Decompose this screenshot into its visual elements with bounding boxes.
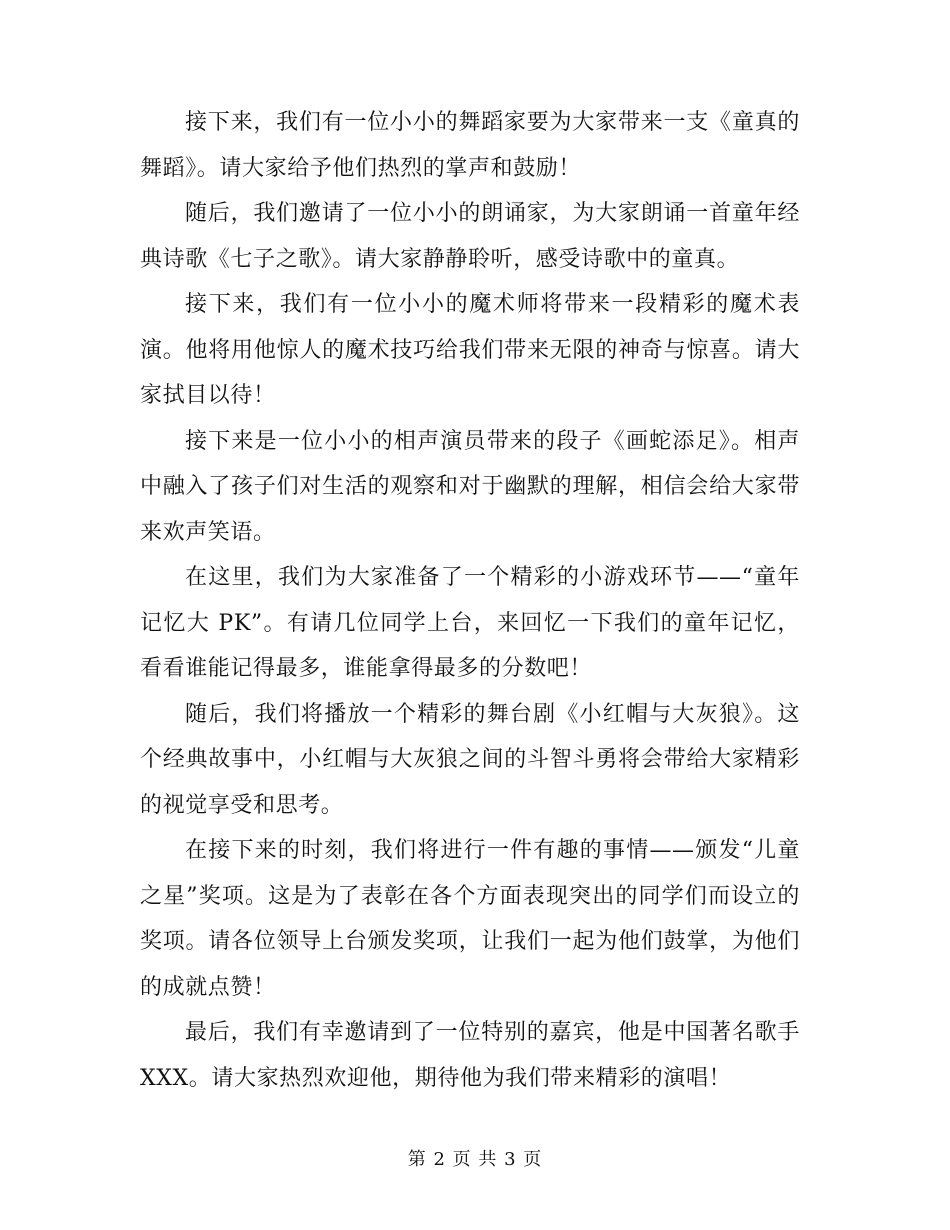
paragraph: 随后，我们邀请了一位小小的朗诵家，为大家朗诵一首童年经典诗歌《七子之歌》。请大家静静聆听，感受诗歌中的童真。 bbox=[140, 201, 800, 272]
paragraph: 接下来，我们有一位小小的魔术师将带来一段精彩的魔术表演。他将用他惊人的魔术技巧给我们带来无限的神奇与惊喜。请大家拭目以待！ bbox=[140, 292, 800, 408]
paragraph: 接下来是一位小小的相声演员带来的段子《画蛇添足》。相声中融入了孩子们对生活的观察和对于幽默的理解，相信会给大家带来欢声笑语。 bbox=[140, 428, 800, 545]
paragraph: 在这里，我们为大家准备了一个精彩的小游戏环节——“童年记忆大 PK”。有请几位同学上台，来回忆一下我们的童年记忆，看看谁能记得最多，谁能拿得最多的分数吧！ bbox=[140, 565, 800, 681]
document-body bbox=[140, 100, 800, 1101]
paragraph: 在接下来的时刻，我们将进行一件有趣的事情——颁发“儿童之星”奖项。这是为了表彰在各个方面表现突出的同学们而设立的奖项。请各位领导上台颁发奖项，让我们一起为他们鼓掌，为他们的成就点赞！ bbox=[140, 838, 800, 1000]
paragraph: 随后，我们将播放一个精彩的舞台剧《小红帽与大灰狼》。这个经典故事中，小红帽与大灰狼之间的斗智斗勇将会带给大家精彩的视觉享受和思考。 bbox=[140, 701, 800, 818]
paragraph: 最后，我们有幸邀请到了一位特别的嘉宾，他是中国著名歌手 XXX。请大家热烈欢迎他，期待他为我们带来精彩的演唱！ bbox=[140, 1020, 800, 1091]
page-number-footer: 第 2 页 共 3 页 bbox=[407, 1149, 543, 1170]
paragraph: 接下来，我们有一位小小的舞蹈家要为大家带来一支《童真的舞蹈》。请大家给予他们热烈的掌声和鼓励！ bbox=[140, 110, 800, 181]
